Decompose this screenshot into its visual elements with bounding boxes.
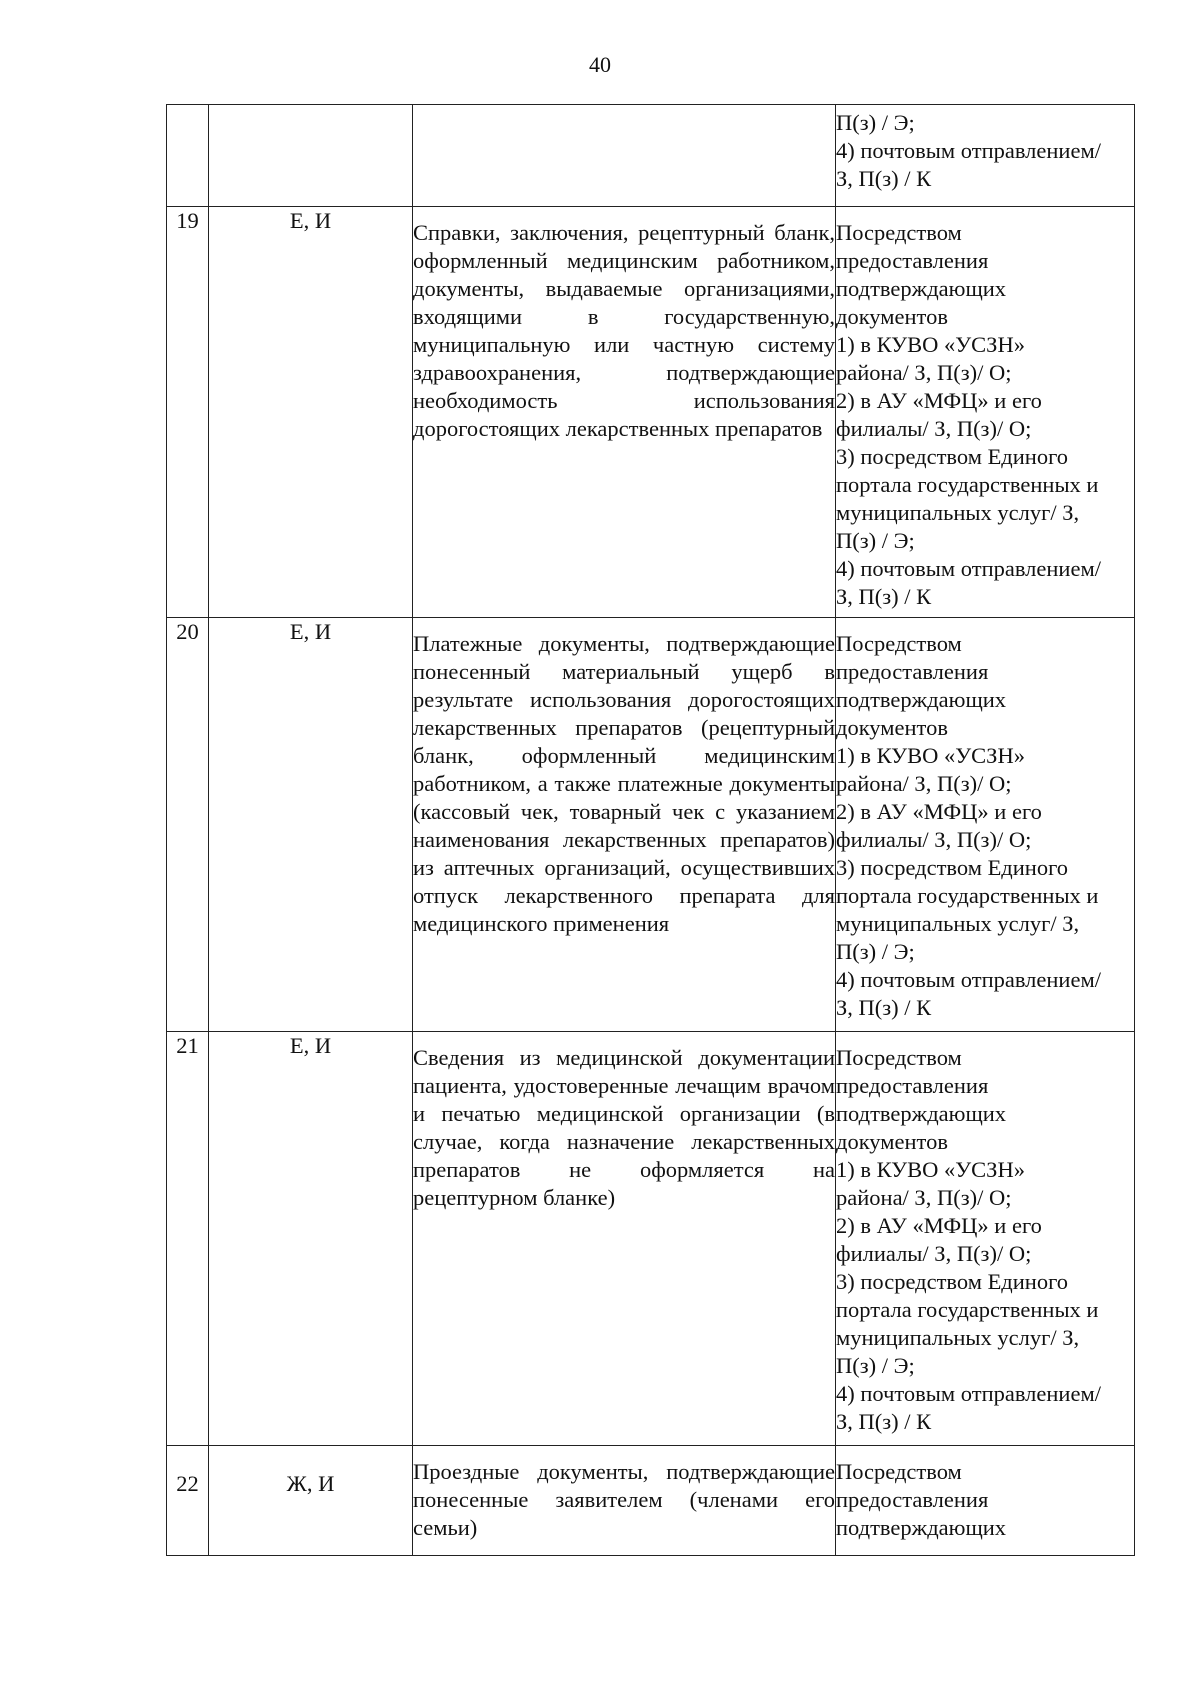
method-line: Посредством xyxy=(836,631,962,656)
method-line: документов xyxy=(836,715,948,740)
method-line: З, П(з) / К xyxy=(836,995,932,1020)
method-line: 3) посредством Единого xyxy=(836,444,1069,469)
method-line: портала государственных и xyxy=(836,883,1099,908)
blank-cell xyxy=(167,105,209,207)
code-cell xyxy=(209,105,413,207)
document-text: Сведения из медицинской документации пациента, удостоверенные лечащим врачом и печатью медицинской организации (в случае, когда назначение лекарственных препаратов не оформляется на рецептурном бланке) xyxy=(413,1045,835,1210)
method-line: 4) почтовым отправлением/ xyxy=(836,138,1101,163)
method-line: района/ З, П(з)/ О; xyxy=(836,771,1012,796)
document-text: Справки, заключения, рецептурный бланк, оформленный медицинским работником, документы, выдаваемые организациями, входящими в государственную, муниципальную или частную систему здравоохранения, подтверждающие необходимость использования дорогостоящих лекарственных препаратов xyxy=(413,220,835,441)
document-cell xyxy=(413,207,836,618)
method-line: 4) почтовым отправлением/ xyxy=(836,556,1101,581)
method-line: П(з) / Э; xyxy=(836,1353,915,1378)
method-line: З, П(з) / К xyxy=(836,166,932,191)
method-line: района/ З, П(з)/ О; xyxy=(836,1185,1012,1210)
method-line: филиалы/ З, П(з)/ О; xyxy=(836,1241,1032,1266)
document-cell xyxy=(413,1446,836,1556)
method-line: филиалы/ З, П(з)/ О; xyxy=(836,827,1032,852)
table-row xyxy=(167,1032,1135,1446)
method-line: Посредством xyxy=(836,220,962,245)
method-line: муниципальных услуг/ З, xyxy=(836,500,1080,525)
method-line: 1) в КУВО «УСЗН» xyxy=(836,1157,1025,1182)
method-line: предоставления xyxy=(836,248,989,273)
code-cell: Е, И xyxy=(209,1032,413,1446)
method-line: муниципальных услуг/ З, xyxy=(836,911,1080,936)
page-number: 40 xyxy=(589,52,611,77)
method-line: предоставления xyxy=(836,1073,989,1098)
code-cell: Е, И xyxy=(209,207,413,618)
table-row xyxy=(167,105,1135,207)
row-number: 20 xyxy=(167,618,209,1032)
method-line: 3) посредством Единого xyxy=(836,855,1069,880)
table-row xyxy=(167,207,1135,618)
table-row xyxy=(167,1446,1135,1556)
method-line: муниципальных услуг/ З, xyxy=(836,1325,1080,1350)
method-line: 4) почтовым отправлением/ xyxy=(836,1381,1101,1406)
document-cell xyxy=(413,105,836,207)
document-cell xyxy=(413,618,836,1032)
row-number: 19 xyxy=(167,207,209,618)
method-cell xyxy=(836,1032,1135,1446)
method-cell xyxy=(836,618,1135,1032)
method-line: портала государственных и xyxy=(836,1297,1099,1322)
method-line: П(з) / Э; xyxy=(836,939,915,964)
method-line: подтверждающих xyxy=(836,687,1007,712)
method-line: П(з) / Э; xyxy=(836,528,915,553)
method-line: 2) в АУ «МФЦ» и его xyxy=(836,1213,1042,1238)
method-line: подтверждающих xyxy=(836,1101,1007,1126)
method-cell xyxy=(836,1446,1135,1556)
method-line: подтверждающих xyxy=(836,276,1007,301)
documents-table xyxy=(166,104,1135,1556)
method-line: 1) в КУВО «УСЗН» xyxy=(836,332,1025,357)
method-line: З, П(з) / К xyxy=(836,584,932,609)
method-line: филиалы/ З, П(з)/ О; xyxy=(836,416,1032,441)
table-row xyxy=(167,618,1135,1032)
method-line: района/ З, П(з)/ О; xyxy=(836,360,1012,385)
row-number: 22 xyxy=(167,1446,209,1556)
method-line: Посредством xyxy=(836,1045,962,1070)
method-line: портала государственных и xyxy=(836,472,1099,497)
method-line: П(з) / Э; xyxy=(836,110,915,135)
method-line: документов xyxy=(836,304,948,329)
method-line: 4) почтовым отправлением/ xyxy=(836,967,1101,992)
code-cell: Ж, И xyxy=(209,1446,413,1556)
method-line: предоставления xyxy=(836,659,989,684)
method-line: З, П(з) / К xyxy=(836,1409,932,1434)
method-cell xyxy=(836,105,1135,207)
document-text: Проездные документы, подтверждающие понесенные заявителем (членами его семьи) xyxy=(413,1459,835,1540)
method-line: 2) в АУ «МФЦ» и его xyxy=(836,388,1042,413)
method-line: 2) в АУ «МФЦ» и его xyxy=(836,799,1042,824)
method-line: Посредством xyxy=(836,1459,962,1484)
method-line: документов xyxy=(836,1129,948,1154)
method-line: 1) в КУВО «УСЗН» xyxy=(836,743,1025,768)
document-cell xyxy=(413,1032,836,1446)
method-line: подтверждающих xyxy=(836,1515,1007,1540)
document-text: Платежные документы, подтверждающие понесенный материальный ущерб в результате использования дорогостоящих лекарственных препаратов (рецептурный бланк, оформленный медицинским работником, а также платежные документы (кассовый чек, товарный чек с указанием наименования лекарственных препаратов) из аптечных организаций, осуществивших отпуск лекарственного препарата для медицинского применения xyxy=(413,631,835,936)
method-line: предоставления xyxy=(836,1487,989,1512)
row-number: 21 xyxy=(167,1032,209,1446)
code-cell: Е, И xyxy=(209,618,413,1032)
method-cell xyxy=(836,207,1135,618)
method-line: 3) посредством Единого xyxy=(836,1269,1069,1294)
